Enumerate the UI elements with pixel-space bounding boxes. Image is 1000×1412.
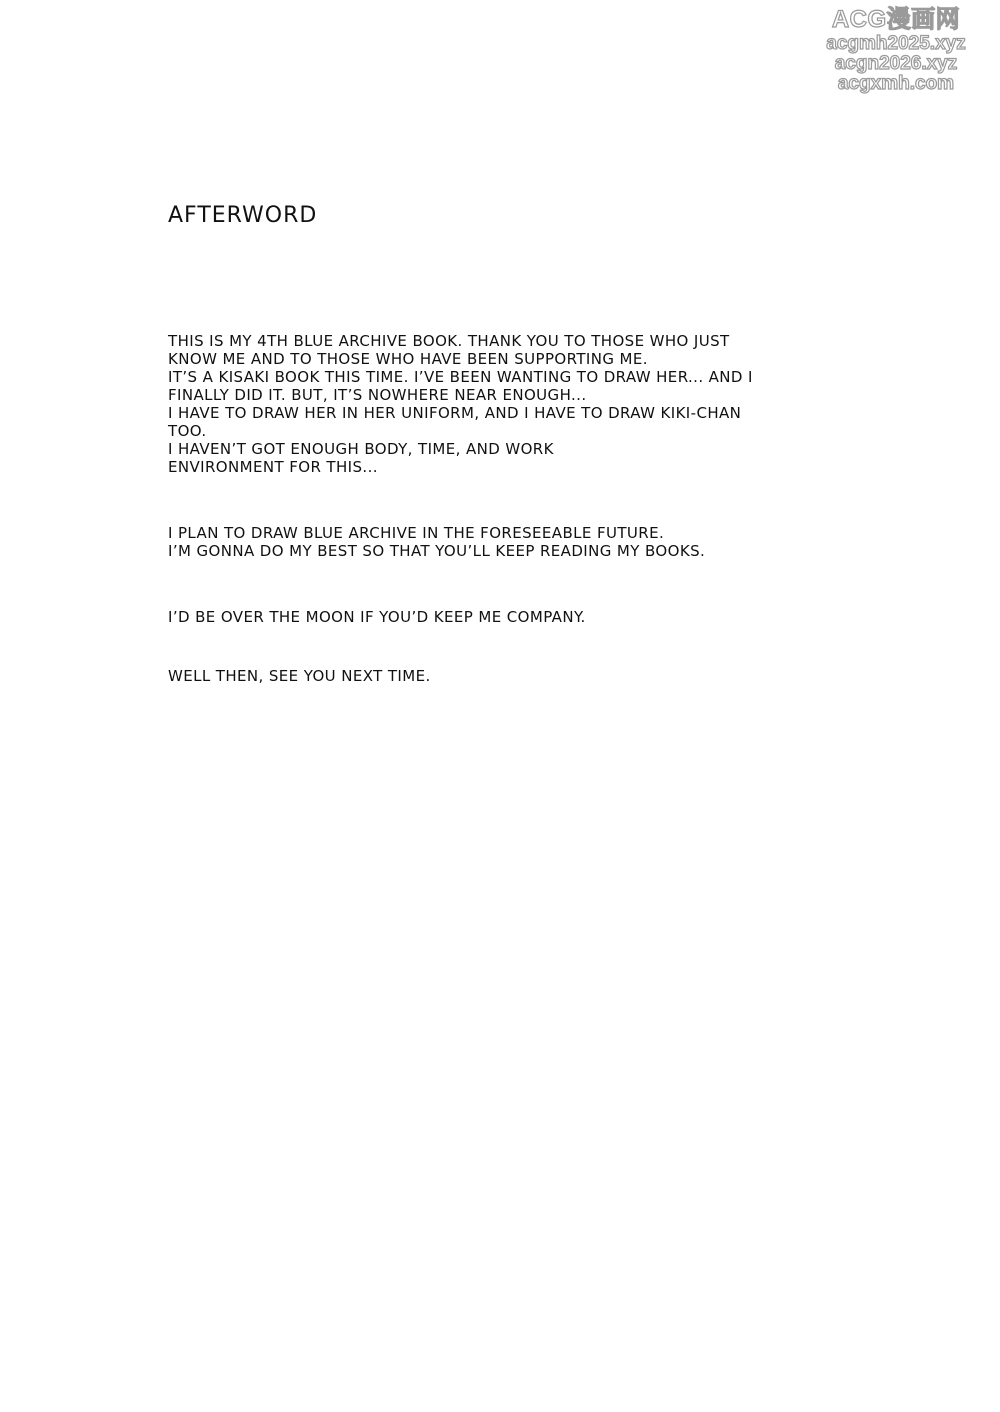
text-line: I’M GONNA DO MY BEST SO THAT YOU’LL KEEP READING MY BOOKS.	[168, 542, 706, 560]
watermark-url: acgmh2025.xyz	[826, 33, 966, 54]
text-line: WELL THEN, SEE YOU NEXT TIME.	[168, 667, 431, 685]
text-line: ENVIRONMENT FOR THIS...	[168, 458, 378, 476]
page-title: AFTERWORD	[168, 203, 318, 228]
text-line: I’D BE OVER THE MOON IF YOU’D KEEP ME COMPANY.	[168, 608, 586, 626]
afterword-paragraph	[168, 332, 868, 476]
text-line: FINALLY DID IT. BUT, IT’S NOWHERE NEAR ENOUGH...	[168, 386, 587, 404]
text-line: I PLAN TO DRAW BLUE ARCHIVE IN THE FORESEEABLE FUTURE.	[168, 524, 665, 542]
text-line: I HAVE TO DRAW HER IN HER UNIFORM, AND I HAVE TO DRAW KIKI-CHAN	[168, 404, 742, 422]
watermark-url: acgn2026.xyz	[834, 53, 958, 74]
text-line: I HAVEN’T GOT ENOUGH BODY, TIME, AND WORK	[168, 440, 554, 458]
afterword-paragraph	[168, 608, 868, 626]
watermark-url: acgxmh.com	[837, 73, 955, 94]
afterword-paragraph	[168, 524, 868, 560]
watermark	[826, 8, 966, 93]
text-line: KNOW ME AND TO THOSE WHO HAVE BEEN SUPPORTING ME.	[168, 350, 648, 368]
text-line: TOO.	[168, 422, 207, 440]
afterword-paragraph	[168, 667, 868, 685]
text-line: IT’S A KISAKI BOOK THIS TIME. I’VE BEEN WANTING TO DRAW HER... AND I	[168, 368, 753, 386]
text-line: THIS IS MY 4TH BLUE ARCHIVE BOOK. THANK YOU TO THOSE WHO JUST	[168, 332, 730, 350]
watermark-brand: ACG漫画网	[831, 6, 961, 33]
